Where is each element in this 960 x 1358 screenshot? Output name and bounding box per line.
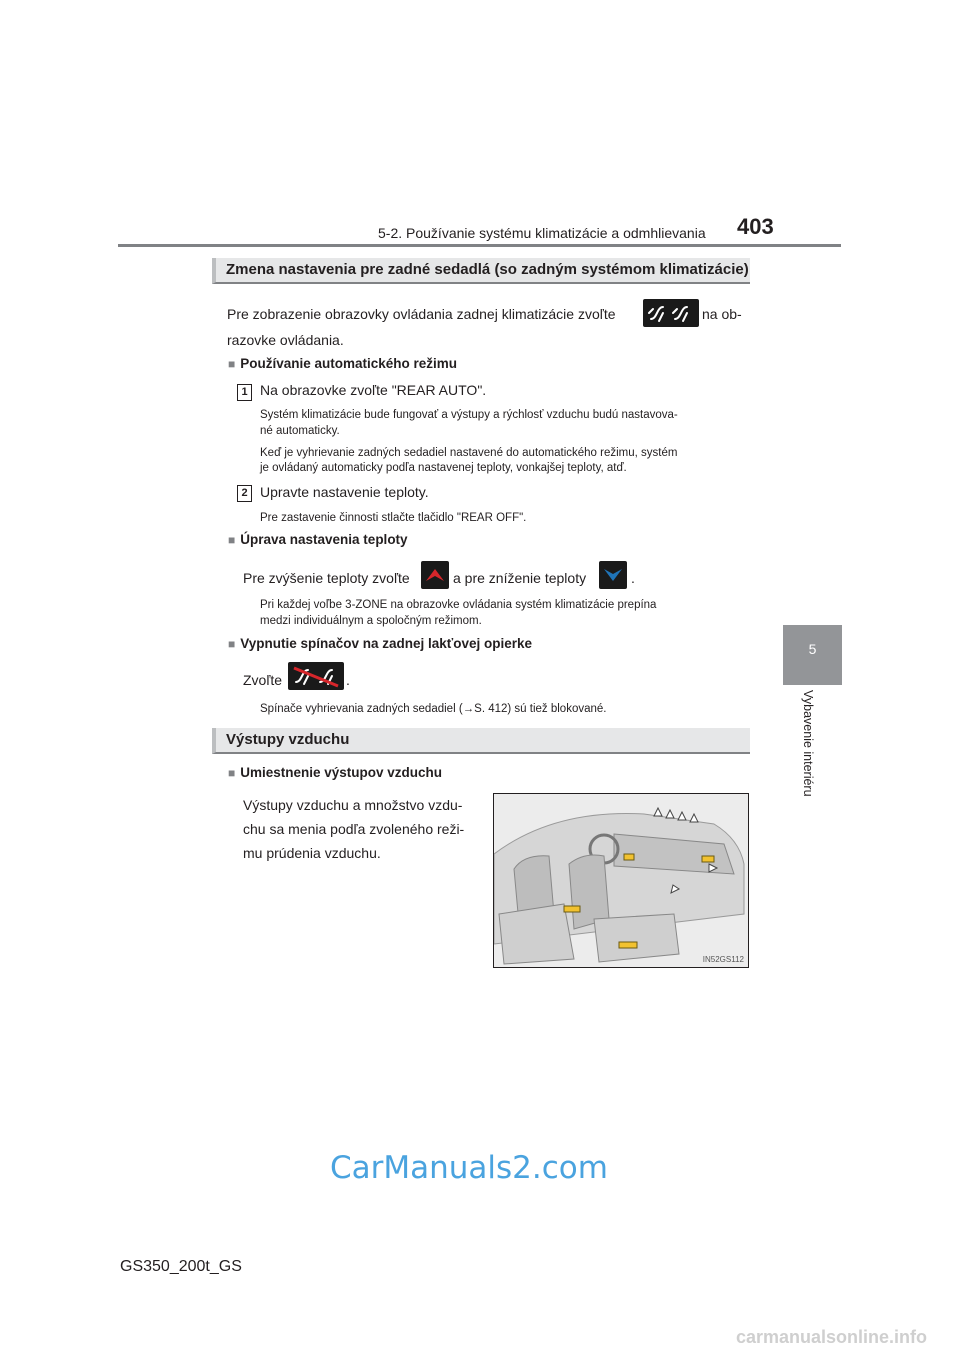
step-2-text: Upravte nastavenie teploty. xyxy=(260,484,429,500)
step-1-text: Na obrazovke zvoľte "REAR AUTO". xyxy=(260,382,487,398)
armrest-text-2: . xyxy=(346,672,350,688)
step-2-badge: 2 xyxy=(237,485,252,502)
header-divider xyxy=(118,244,841,247)
header-section-title: 5-2. Používanie systému klimatizácie a odmhlievania xyxy=(378,225,706,241)
step-1-badge: 1 xyxy=(237,384,252,401)
temp-heading: ■ Úprava nastavenia teploty xyxy=(228,532,408,547)
armrest-note: Spínače vyhrievania zadných sedadiel (→S. 412) sú tiež blokované. xyxy=(260,703,607,715)
armrest-text-1: Zvoľte xyxy=(243,672,283,688)
rear-climate-icon xyxy=(643,299,699,327)
section-heading-rear-text: Zmena nastavenia pre zadné sedadlá (so zadným systémom klimatizácie) xyxy=(226,261,749,278)
note-2-line-1: Keď je vyhrievanie zadných sedadiel nastavené do automatického režimu, systém xyxy=(260,447,678,459)
section-heading-vents xyxy=(212,728,750,754)
temp-down-icon xyxy=(599,561,627,589)
intro-text-1: Pre zobrazenie obrazovky ovládania zadnej klimatizácie zvoľte xyxy=(227,306,616,322)
temp-text-3: . xyxy=(631,570,635,586)
chapter-label-text: Vybavenie interiéru xyxy=(801,690,815,797)
intro-line-1 xyxy=(227,302,616,326)
note-2-line-2: je ovládaný automaticky podľa nastavenej teploty, vonkajšej teploty, atď. xyxy=(260,462,627,474)
vents-line-3: mu prúdenia vzduchu. xyxy=(243,845,381,861)
note-1-line-2: né automaticky. xyxy=(260,425,340,437)
temp-note-line-1 xyxy=(260,598,744,613)
chapter-tab: 5 xyxy=(783,625,842,685)
temp-text-2: a pre zníženie teploty xyxy=(453,570,587,586)
page-number: 403 xyxy=(737,214,774,239)
chapter-label xyxy=(797,690,817,820)
note-3: Pre zastavenie činnosti stlačte tlačidlo "REAR OFF". xyxy=(260,512,527,524)
vents-heading: ■ Umiestnenie výstupov vzduchu xyxy=(228,765,442,780)
model-code: GS350_200t_GS xyxy=(120,1258,242,1275)
temp-note-line-2: medzi individuálnym a spoločným režimom. xyxy=(260,615,482,627)
section-heading-vents-text: Výstupy vzduchu xyxy=(226,731,350,748)
section-heading-rear xyxy=(212,258,750,284)
watermark-carmanuals2: CarManuals2.com xyxy=(330,1150,608,1186)
intro-text-2: na ob- xyxy=(702,306,742,322)
armrest-heading: ■ Vypnutie spínačov na zadnej lakťovej opierke xyxy=(228,636,532,651)
armrest-lock-icon xyxy=(288,662,344,690)
illustration-code: IN52GS112 xyxy=(702,955,744,964)
temp-text-1: Pre zvýšenie teploty zvoľte xyxy=(243,570,410,586)
vents-line-2: chu sa menia podľa zvoleného reži- xyxy=(243,821,465,837)
interior-vents-illustration xyxy=(493,793,749,968)
watermark-carmanualsonline: carmanualsonline.info xyxy=(736,1327,928,1347)
auto-mode-heading: ■ Používanie automatického režimu xyxy=(228,356,457,371)
temp-note-line-1-text: Pri každej voľbe 3-ZONE na obrazovke ovládania systém klimatizácie prepína xyxy=(260,599,657,611)
temp-up-icon xyxy=(421,561,449,589)
intro-line-2: razovke ovládania. xyxy=(227,332,344,348)
note-1-line-1: Systém klimatizácie bude fungovať a výstupy a rýchlosť vzduchu budú nastavova- xyxy=(260,409,678,421)
vents-line-1: Výstupy vzduchu a množstvo vzdu- xyxy=(243,797,463,813)
